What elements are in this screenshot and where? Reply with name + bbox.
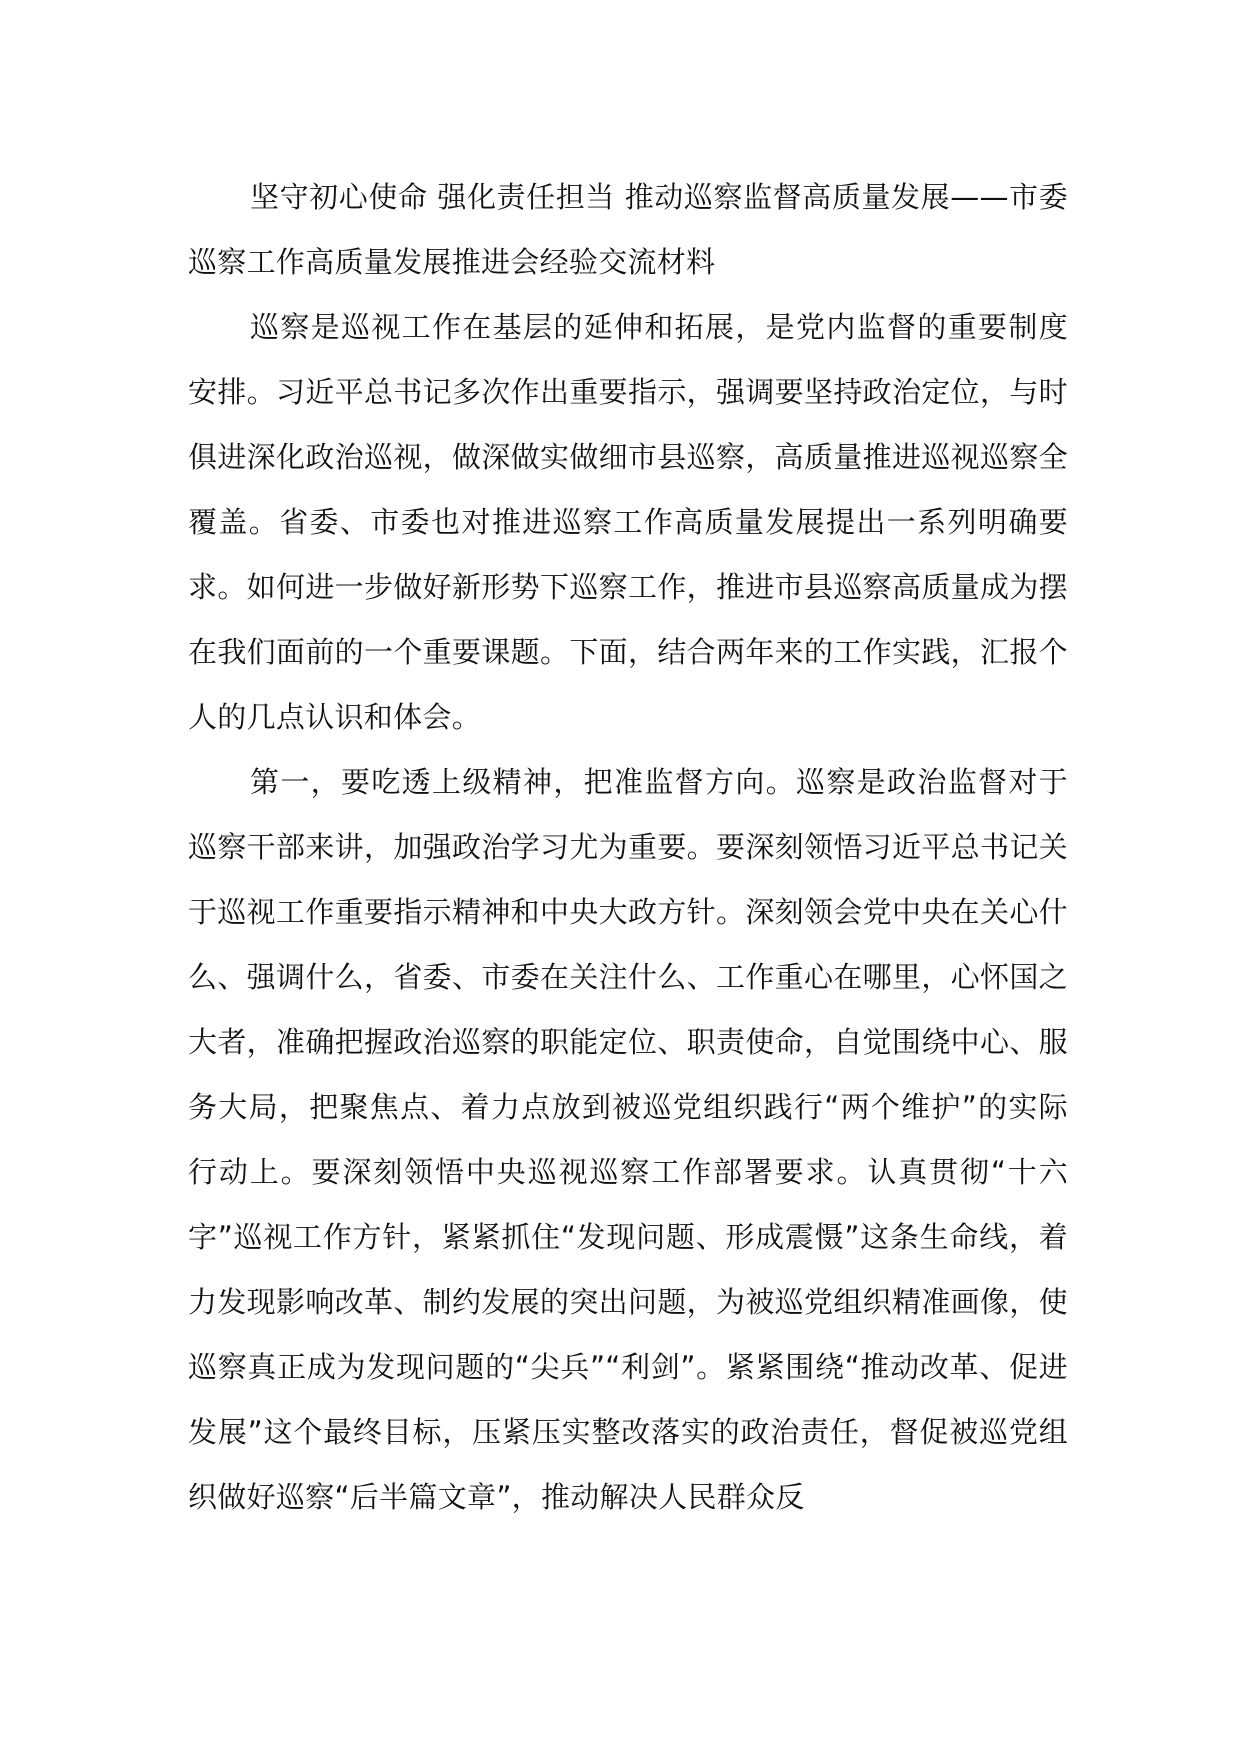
document-title: 坚守初心使命 强化责任担当 推动巡察监督高质量发展——市委巡察工作高质量发展推进会经验交流材料 <box>188 180 1068 279</box>
paragraph-intro: 巡察是巡视工作在基层的延伸和拓展，是党内监督的重要制度安排。习近平总书记多次作出重要指示，强调要坚持政治定位，与时俱进深化政治巡视，做深做实做细市县巡察，高质量推进巡视巡察全覆盖。省委、市委也对推进巡察工作高质量发展提出一系列明确要求。如何进一步做好新形势下巡察工作，推进市县巡察高质量成为摆在我们面前的一个重要课题。下面，结合两年来的工作实践，汇报个人的几点认识和体会。 <box>188 310 1068 734</box>
paragraph-first-point: 第一，要吃透上级精神，把准监督方向。巡察是政治监督对于巡察干部来讲，加强政治学习尤为重要。要深刻领悟习近平总书记关于巡视工作重要指示精神和中央大政方针。深刻领会党中央在关心什么、强调什么，省委、市委在关注什么、工作重心在哪里，心怀国之大者，准确把握政治巡察的职能定位、职责使命，自觉围绕中心、服务大局，把聚焦点、着力点放到被巡党组织践行“两个维护”的实际行动上。要深刻领悟中央巡视巡察工作部署要求。认真贯彻“十六字”巡视工作方针，紧紧抓住“发现问题、形成震慑”这条生命线，着力发现影响改革、制约发展的突出问题，为被巡党组织精准画像，使巡察真正成为发现问题的“尖兵”“利剑”。紧紧围绕“推动改革、促进发展”这个最终目标，压紧压实整改落实的政治责任，督促被巡党组织做好巡察“后半篇文章”，推动解决人民群众反 <box>188 765 1068 1514</box>
document-body <box>188 165 1068 1530</box>
